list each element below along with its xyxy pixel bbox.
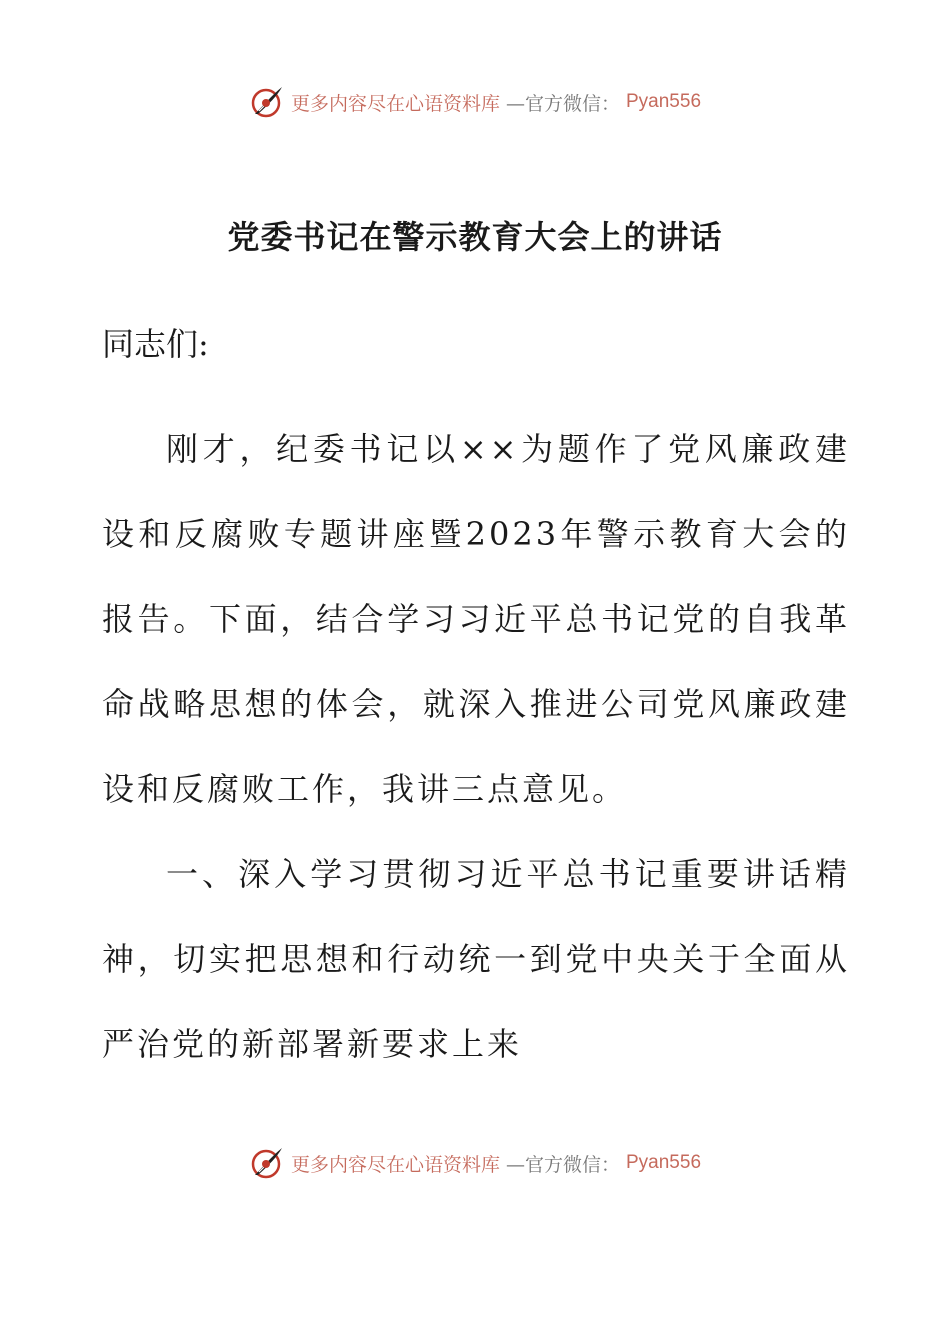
watermark-text-id: Pyan556 [626, 91, 702, 112]
salutation: 同志们: [102, 325, 209, 363]
document-body [102, 315, 850, 1087]
watermark-text-wechat: —官方微信： [505, 92, 620, 115]
watermark-text-wechat: —官方微信： [505, 1153, 620, 1176]
paragraph-1: 刚才，纪委书记以××为题作了党风廉政建设和反腐败专题讲座暨2023年警示教育大会的报告。下面，结合学习习近平总书记党的自我革命战略思想的体会，就深入推进公司党风廉政建设和反腐败工作，我讲三点意见。 [102, 430, 850, 808]
paragraph-2-heading: 一、深入学习贯彻习近平总书记重要讲话精神，切实把思想和行动统一到党中央关于全面从严治党的新部署新要求上来 [102, 855, 850, 1063]
watermark-text-id: Pyan556 [626, 1152, 702, 1173]
watermark-text-main: 更多内容尽在心语资料库 [290, 92, 500, 115]
watermark-text-main: 更多内容尽在心语资料库 [290, 1153, 500, 1176]
footer-watermark [0, 1145, 950, 1181]
quill-logo-icon [249, 1145, 285, 1181]
document-title: 党委书记在警示教育大会上的讲话 [227, 218, 723, 256]
quill-logo-icon [249, 84, 285, 120]
header-watermark [0, 84, 950, 120]
